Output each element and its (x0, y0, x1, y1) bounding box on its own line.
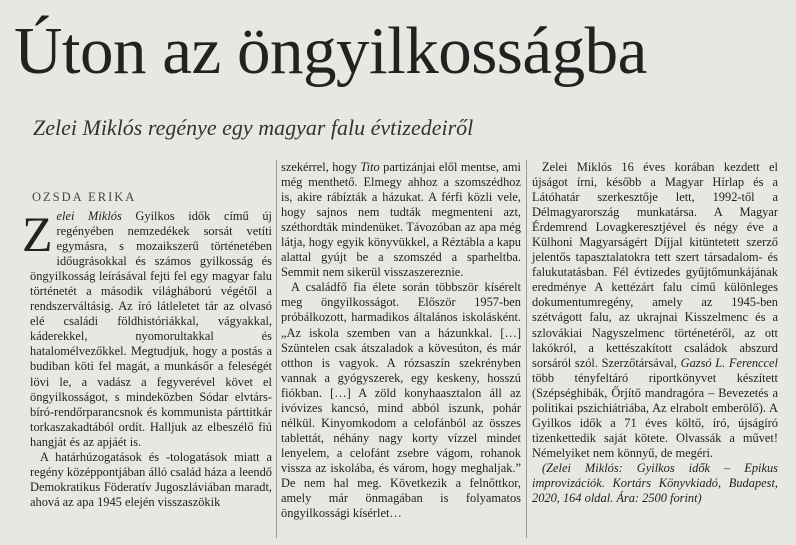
article-column-1 (22, 206, 272, 537)
article-subtitle: Zelei Miklós regénye egy magyar falu évtizedeiről (33, 115, 474, 140)
column-divider-2 (526, 160, 527, 538)
paragraph: A határhúzogatások és -tologatások miatt a regény középpontjában álló család háza a leendő Demokratikus Föderatív Jugoszláviában maradt, ahová az apa 1945 elején visszaszökik (30, 449, 272, 509)
author-name-italic: elei Miklós (56, 209, 122, 223)
author-byline: OZSDA ERIKA (32, 190, 137, 204)
paragraph: A családfő fia élete során többször kísérelt meg öngyilkosságot. Először 1957-ben próbálkozott, harmadikos általános iskolásként. „Az iskola szemben van a házunkkal. […] Szüntelen csak átszaladok a kövesúton, és már otthon is vagyok. A rózsaszín szekrényben vannak a gyógyszerek, egy keskeny, hosszú fiókban. […] A zöld konyhaasztalon áll az ivóvizes kancsó, mind abból iszunk, pohár nélkül. Kinyomkodom a celofánból az összes tablettát, néhány nagy korty vízzel mindet lenyelem, a celofánt zsebre vágom, rohanok vissza az iskolába, és várom, hogy meghaljak.” De nem hal meg. Következik a felnőttkor, amely már önmagában is folyamatos öngyilkossági kísérlet… (281, 280, 521, 521)
article-title: Úton az öngyilkosságba (14, 14, 647, 88)
book-credits: (Zelei Miklós: Gyilkos idők – Epikus improvizációk. Kortárs Könyvkiadó, Budapest, 2020, 164 oldal. Ára: 2500 forint) (532, 460, 778, 506)
paragraph: Zelei Miklós 16 éves korában kezdett el újságot írni, később a Magyar Hírlap és a Látóhatár szerkesztője lett, 1992-től a Délmagyarország munkatársa. A Magyar Érdemrend Lovagkeresztjével és négy éve a Külhoni Magyarságért Díjjal kitüntetett szerző jelentős tapasztalatokra tett szert társadalom- és falukutatásban. Fél évtizedes gyűjtőmunkájának eredménye A kettézárt falu című különleges dokumentumregény, amely az 1945-ben szétvágott falu, az ukrajnai Kisszelmenc és a szlovákiai Nagyszelmenc történetéről, az ott lakókról, a kettészakított családok abszurd sorsáról szól. Szerzőtársával, Gazsó L. Ferenccel több tényfeltáró riportkönyvet készített (Szépséghibák, Őrjítő mandragóra – Bevezetés a politikai pszichiátriába, Az elrabolt emberölő). A Gyilkos idők a 71 éves költő, író, újságíró tizenkettedik saját kötete. Olvassák a művet! Némelyiket nem könnyű, de megéri. (532, 160, 778, 460)
article-column-2 (281, 160, 521, 537)
column-divider-1 (276, 160, 277, 538)
paragraph: Zelei Miklós Gyilkos idők című új regényében nemzedékek sorsát vetíti egymásra, s mozaikszerű történetében időugrásokkal és számos gyilkosság és öngyilkosság leírásával fejti fel egy magyar falu történetét a második világháború végétől a rendszerváltásig. Az író látleletet tár az olvasó elé családi földhistóriákkal, vágyakkal, káderekkel, nyomorultakkal és hatalomélvezőkkel. Megtudjuk, hogy a postás a budiban köti fel magát, a munkásőr a feleségét lövi le, a vadász a fegyverével követ el öngyilkosságot, s mindeközben Sódar elvtárs-bíró-rendőrparancsnok és kommunista párttitkár torkaszakadtából ordít. Halljuk az elbeszélő fiú hangját és az apjáét is. (22, 206, 272, 449)
paragraph: szekérrel, hogy Tito partizánjai elől mentse, ami még menthető. Elmegy ahhoz a szomszédhoz is, akire rábízták a házukat. A férfi közli vele, hogy sajnos nem tudták megmenteni azt, széthordták mindenüket. Távozóban az apa még látja, hogy egyik könyvükkel, a Réztábla a kapu alattal gyújt be a szomszéd a sparheltba. Semmit nem sikerül visszaszereznie. (281, 160, 521, 280)
drop-cap: Z (22, 206, 53, 262)
article-column-3 (532, 160, 778, 537)
